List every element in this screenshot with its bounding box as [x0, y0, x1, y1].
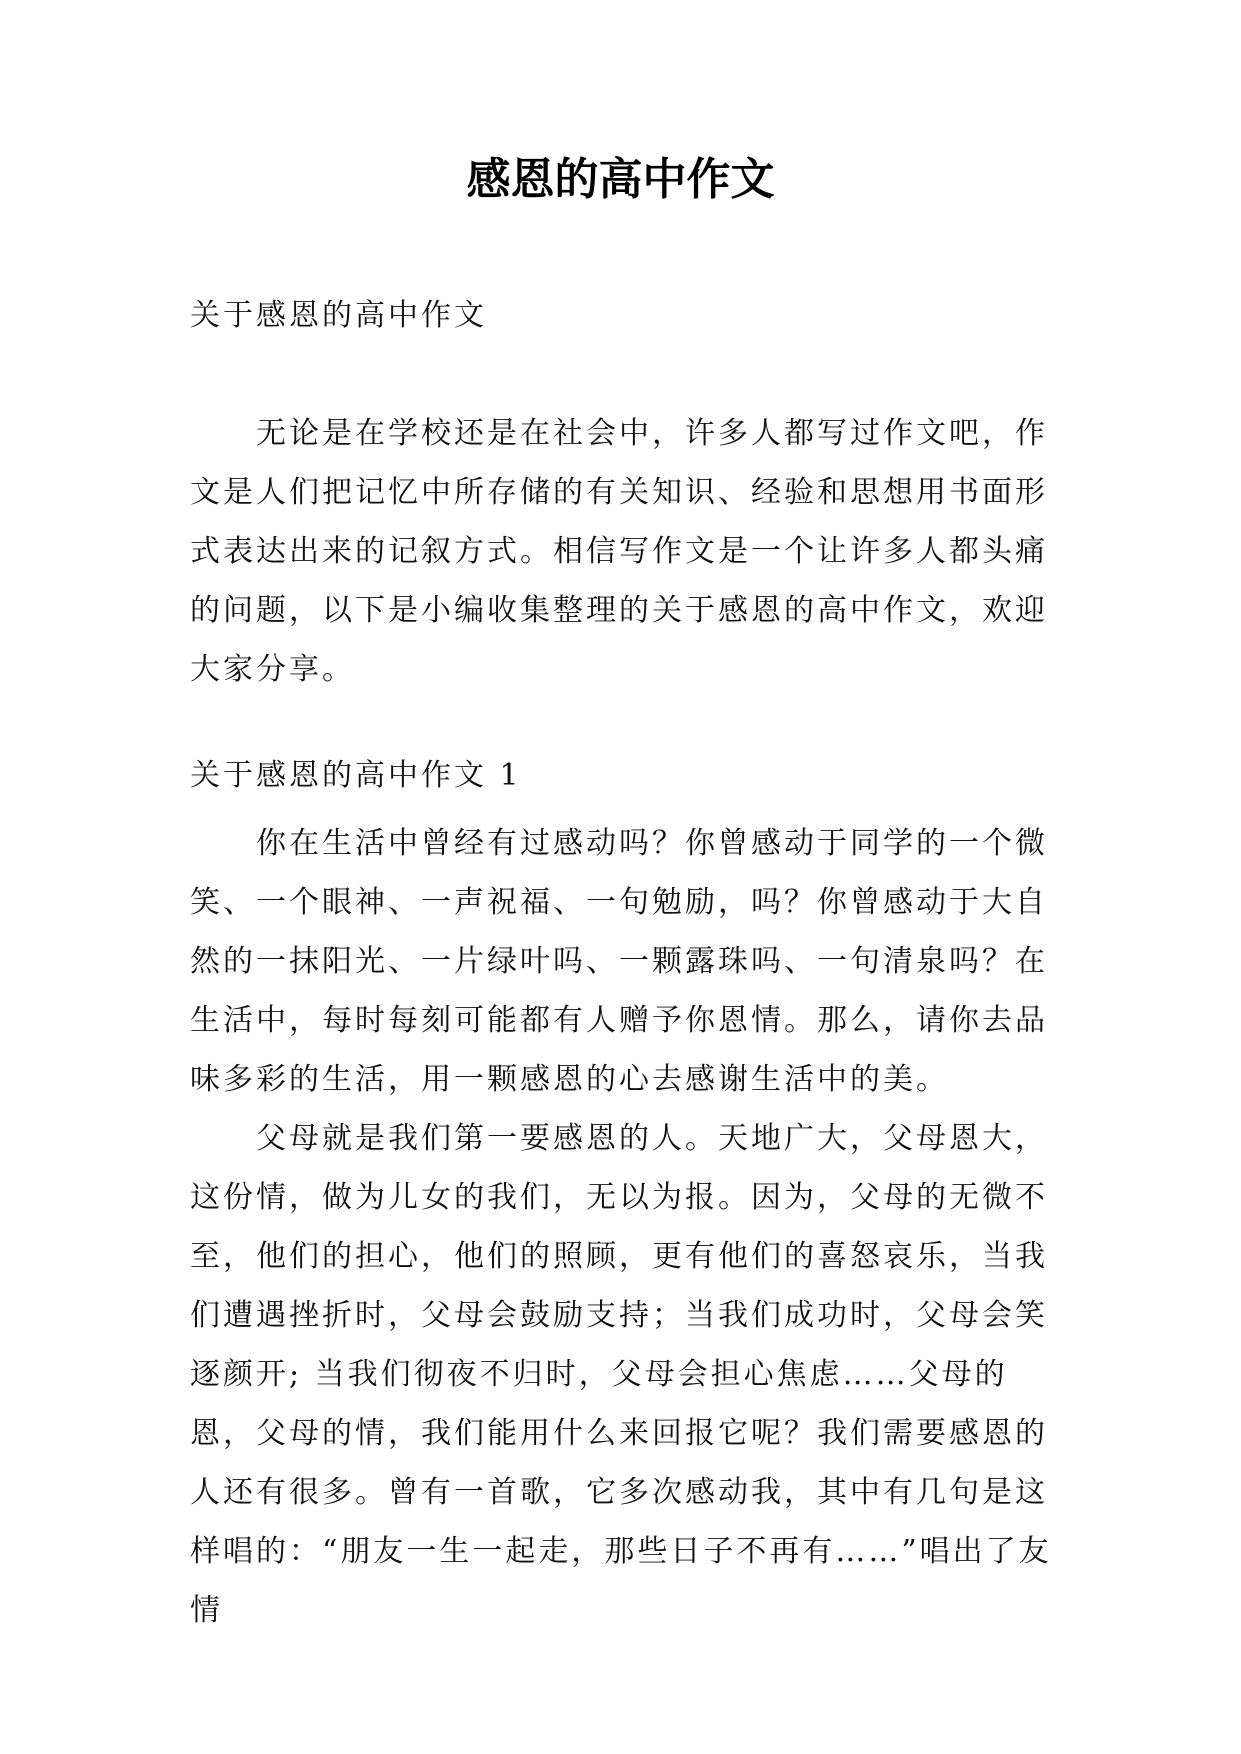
section-heading: 关于感恩的高中作文 1 [190, 758, 522, 793]
document-title: 感恩的高中作文 [466, 154, 775, 205]
essay-body [190, 814, 1060, 1640]
document-subtitle: 关于感恩的高中作文 [190, 298, 487, 333]
essay-paragraph: 你在生活中曾经有过感动吗？你曾感动于同学的一个微笑、一个眼神、一声祝福、一句勉励，吗？你曾感动于大自然的一抹阳光、一片绿叶吗、一颗露珠吗、一句清泉吗？在生活中，每时每刻可能都有人赠予你恩情。那么，请你去品味多彩的生活，用一颗感恩的心去感谢生活中的美。 [190, 826, 1048, 1097]
intro-section [190, 404, 1060, 699]
intro-paragraph: 无论是在学校还是在社会中，许多人都写过作文吧，作文是人们把记忆中所存储的有关知识、经验和思想用书面形式表达出来的记叙方式。相信写作文是一个让许多人都头痛的问题，以下是小编收集整理的关于感恩的高中作文，欢迎大家分享。 [190, 416, 1048, 687]
essay-paragraph: 父母就是我们第一要感恩的人。天地广大，父母恩大，这份情，做为儿女的我们，无以为报。因为，父母的无微不至，他们的担心，他们的照顾，更有他们的喜怒哀乐，当我们遭遇挫折时，父母会鼓励支持；当我们成功时，父母会笑逐颜开; 当我们彻夜不归时，父母会担心焦虑……父母的恩，父母的情，我们能用什么来回报它呢？我们需要感恩的人还有很多。曾有一首歌，它多次感动我，其中有几句是这样唱的：“朋友一生一起走，那些日子不再有……”唱出了友情 [190, 1121, 1052, 1628]
